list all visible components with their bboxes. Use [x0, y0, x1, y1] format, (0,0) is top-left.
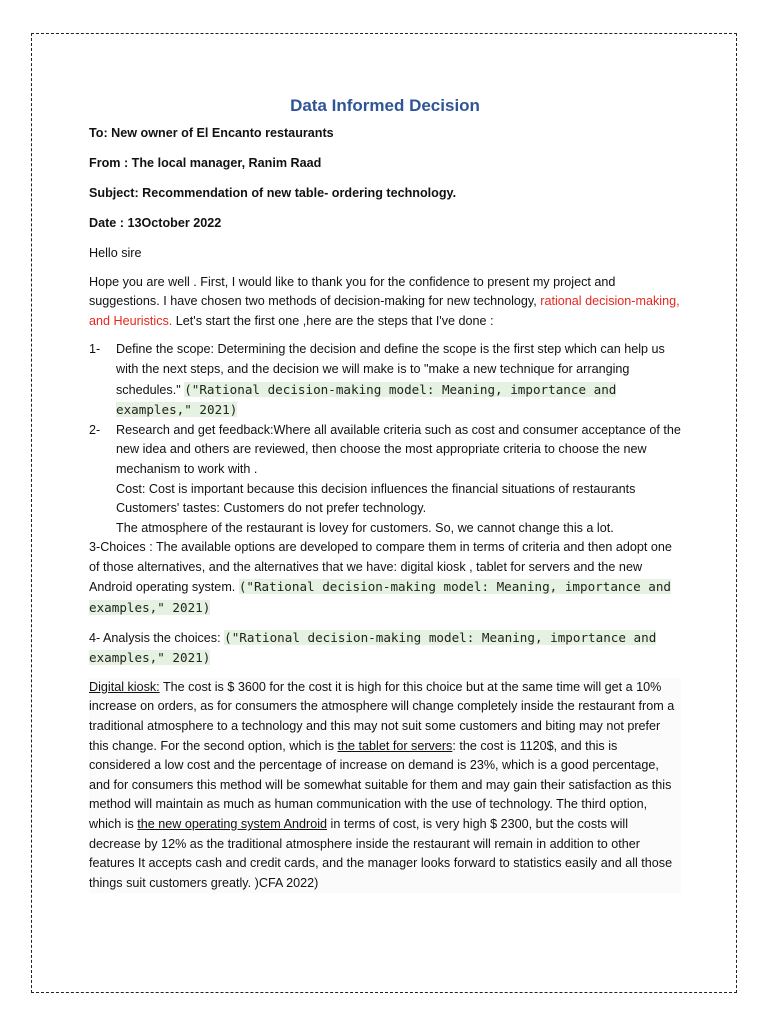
analysis-text: 4- Analysis the choices:	[89, 630, 225, 645]
list-item	[89, 340, 681, 420]
tastes-criterion: Customers' tastes: Customers do not prefer technology.	[116, 501, 427, 516]
tablet-text: : the cost is 1120$, and this is considered a low cost and the percentage of increase on demand is 23%, which is a good percentage, and for consumers this method will be somewhat suitable for them and may gain their satisfaction as this method will maintain as much as human communication with the use of technology. The third option, which is	[89, 738, 672, 831]
intro-paragraph	[89, 273, 681, 332]
choices-paragraph	[89, 538, 681, 618]
date-line: Date : 13October 2022	[89, 215, 222, 230]
citation: ("Rational decision-making model: Meaning, importance and examples," 2021)	[89, 629, 657, 666]
analysis-heading	[89, 628, 681, 669]
greeting: Hello sire	[89, 245, 142, 260]
intro-text-2: Let's start the first one ,here are the steps that I've done :	[172, 313, 494, 328]
choices-text: 3-Choices : The available options are developed to compare them in terms of criteria and then adopt one of those alternatives, and the alternatives that we have: digital kiosk , tablet for servers and the new Android operating system.	[89, 540, 672, 595]
step-text: Research and get feedback:Where all available criteria such as cost and consumer acceptance of the new idea and others are reviewed, then choose the most appropriate criteria to choose the new mechanism to work with .	[116, 422, 681, 476]
kiosk-text: The cost is $ 3600 for the cost it is high for this choice but at the same time will get a 10% increase on orders, as for consumers the atmosphere will change completely inside the restaurant from a traditional atmosphere to a technology and this may not suit some customers and biting may not prefer this change. For the second option, which is	[89, 679, 675, 753]
kiosk-label: Digital kiosk:	[89, 679, 160, 694]
list-item	[89, 421, 681, 539]
document-body	[89, 96, 681, 902]
citation: ("Rational decision-making model: Meaning, importance and examples," 2021)	[116, 381, 617, 418]
citation: ("Rational decision-making model: Meaning, importance and examples," 2021)	[89, 579, 671, 616]
subject-line: Subject: Recommendation of new table- ordering technology.	[89, 185, 457, 200]
intro-highlight: rational decision-making, and Heuristics.	[89, 294, 680, 328]
cost-criterion: Cost: Cost is important because this decision influences the financial situations of restaurants	[116, 481, 636, 496]
analysis-paragraph	[89, 678, 681, 894]
step-number: 2-	[89, 422, 101, 437]
atmosphere-criterion: The atmosphere of the restaurant is lovey for customers. So, we cannot change this a lot.	[116, 520, 614, 535]
android-text: in terms of cost, is very high $ 2300, but the costs will decrease by 12% as the traditional atmosphere inside the restaurant will remain in addition to other features It accepts cash and credit cards, and the manager looks forward to statistics easily and all those things suit customers greatly. )CFA 2022)	[89, 817, 673, 890]
tablet-label: the tablet for servers	[337, 738, 453, 753]
from-line: From : The local manager, Ranim Raad	[89, 155, 322, 170]
step-number: 1-	[89, 342, 101, 357]
to-line: To: New owner of El Encanto restaurants	[89, 125, 334, 140]
document-title: Data Informed Decision	[290, 96, 480, 115]
android-label: the new operating system Android	[137, 817, 328, 831]
intro-text-1: Hope you are well . First, I would like to thank you for the confidence to present my project and suggestions. I have chosen two methods of decision-making for new technology,	[89, 274, 616, 309]
step-text: Define the scope: Determining the decision and define the scope is the first step which can help us with the next steps, and the decision we will make is to "make a new technique for arranging schedules."	[116, 342, 665, 397]
steps-list	[89, 340, 681, 538]
